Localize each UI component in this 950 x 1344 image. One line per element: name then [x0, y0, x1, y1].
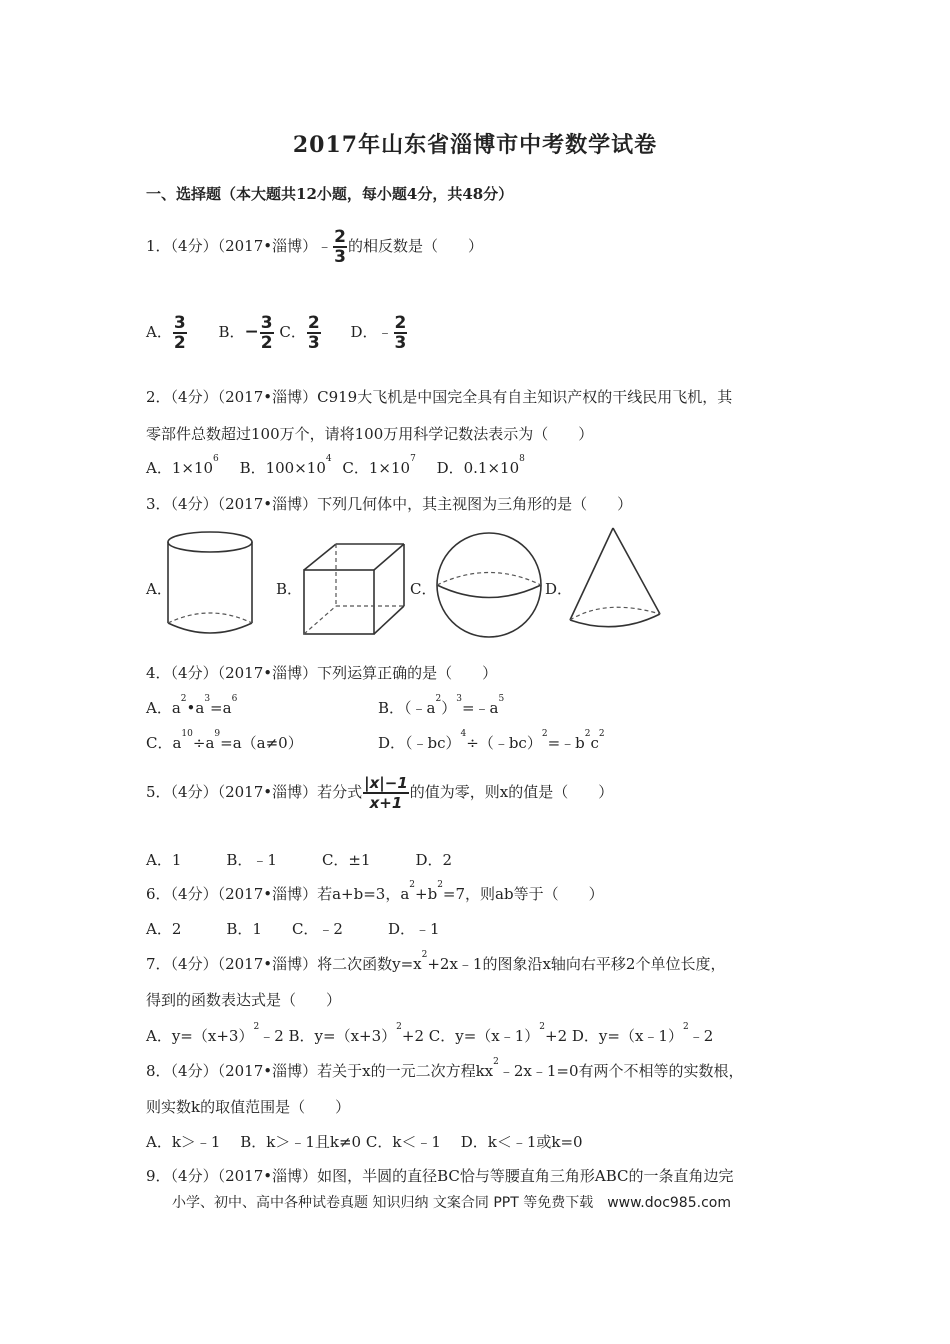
q4-option-b[interactable] — [378, 694, 505, 718]
exponent: 2 — [682, 1022, 689, 1032]
q9-line-1: 9．（4分）（2017•淄博）如图，半圆的直径BC恰与等腰直角三角形ABC的一条直角边完 — [146, 1167, 734, 1185]
frac-num: 2 — [394, 313, 407, 333]
t: A．a — [146, 699, 181, 717]
option-text: C．1×10 — [342, 459, 411, 477]
exponent: 6 — [213, 454, 219, 464]
q1-option-b[interactable] — [218, 313, 274, 353]
q2-option-a[interactable] — [146, 454, 219, 477]
q5-prefix: 5．（4分）（2017•淄博）若分式 — [146, 783, 363, 801]
t: +2 C．y=（x﹣1） — [401, 1027, 540, 1045]
exponent: 3 — [204, 694, 211, 704]
exponent: 4 — [460, 729, 467, 739]
option-label: A． — [146, 323, 172, 341]
exponent: 2 — [421, 950, 428, 960]
t: =﹣b — [547, 734, 585, 752]
t: =﹣a — [461, 699, 499, 717]
q4-option-a[interactable] — [146, 694, 238, 718]
q4-option-d[interactable] — [378, 729, 605, 753]
t: ﹣2 B．y=（x+3） — [259, 1027, 397, 1045]
q5-fraction — [363, 774, 409, 812]
option-label: C． — [279, 323, 306, 341]
exponent: 2 — [435, 694, 442, 704]
exponent: 4 — [325, 454, 332, 464]
cylinder-figure — [165, 528, 259, 640]
q2-option-c[interactable] — [342, 454, 416, 477]
q4-text: 4．（4分）（2017•淄博）下列运算正确的是（ ） — [146, 664, 498, 682]
q8-line-2: 则实数k的取值范围是（ ） — [146, 1098, 351, 1116]
exponent: 2 — [180, 694, 187, 704]
q1-a-fraction — [173, 314, 187, 352]
exponent: 7 — [410, 454, 416, 464]
t: c — [590, 734, 599, 752]
q3-label-d[interactable]: D． — [545, 580, 573, 598]
page-title: 2017年山东省淄博市中考数学试卷 — [292, 132, 658, 158]
t: C．a — [146, 734, 182, 752]
exponent: 2 — [541, 729, 548, 739]
t: ÷（﹣bc） — [466, 734, 542, 752]
frac-den: 3 — [307, 333, 320, 353]
t: •a — [186, 699, 205, 717]
q1-fraction — [333, 228, 347, 266]
option-text: A．1×10 — [146, 459, 214, 477]
minus-sign: ﹣ — [377, 323, 393, 341]
t: B．（﹣a — [378, 699, 436, 717]
q1-frac-den: 3 — [334, 247, 346, 267]
option-label: B． — [218, 323, 245, 341]
sphere-figure — [434, 530, 544, 640]
frac-den: 2 — [173, 333, 186, 353]
q6-options[interactable]: A．2 B．1 C．﹣2 D．﹣1 — [146, 920, 440, 938]
q7-options[interactable] — [146, 1022, 714, 1046]
q8-options[interactable]: A．k＞﹣1 B．k＞﹣1且k≠0 C．k＜﹣1 D．k＜﹣1或k=0 — [146, 1133, 583, 1151]
section-heading: 一、选择题（本大题共12小题，每小题4分，共48分） — [146, 185, 514, 203]
q3-label-c[interactable]: C． — [410, 580, 437, 598]
exponent: 9 — [214, 729, 221, 739]
q1-suffix: 的相反数是（ ） — [347, 237, 483, 255]
t: +2x﹣1的图象沿x轴向右平移2个单位长度， — [427, 955, 726, 973]
option-text: D．0.1×10 — [436, 459, 520, 477]
q4-option-c[interactable] — [146, 729, 303, 753]
exponent: 2 — [409, 880, 416, 890]
q1-d-fraction — [394, 314, 408, 352]
exponent: 2 — [253, 1022, 260, 1032]
frac-den: 2 — [260, 333, 273, 353]
t: +2 D．y=（x﹣1） — [545, 1027, 683, 1045]
frac-num: 3 — [260, 313, 273, 333]
t: ÷a — [192, 734, 215, 752]
exponent: 2 — [539, 1022, 546, 1032]
exponent: 10 — [181, 729, 193, 739]
q1-option-c[interactable] — [279, 313, 321, 353]
exponent: 2 — [493, 1057, 499, 1067]
q6-text — [146, 880, 604, 904]
t: D．（﹣bc） — [378, 734, 461, 752]
q5-options[interactable]: A．1 B．﹣1 C．±1 D．2 — [146, 851, 453, 869]
q2-line-2: 零部件总数超过100万个，请将100万用科学记数法表示为（ ） — [146, 425, 594, 443]
t: =7，则ab等于（ ） — [442, 885, 604, 903]
cone-figure — [566, 524, 666, 634]
exponent: 2 — [396, 1022, 402, 1032]
t: 8．（4分）（2017•淄博）若关于x的一元二次方程kx — [146, 1062, 494, 1080]
t: 7．（4分）（2017•淄博）将二次函数y=x — [146, 955, 422, 973]
frac-num: 2 — [307, 313, 320, 333]
q2-options — [146, 454, 525, 478]
exponent: 2 — [598, 729, 605, 739]
q1-option-d[interactable] — [350, 313, 408, 353]
exponent: 5 — [498, 694, 505, 704]
option-label: D． — [350, 323, 378, 341]
q7-line-2: 得到的函数表达式是（ ） — [146, 991, 342, 1009]
q1-prefix: 1．（4分）（2017•淄博） — [146, 237, 318, 255]
q5-frac-num: |x|−1 — [364, 774, 408, 792]
footer-ad[interactable]: 小学、初中、高中各种试卷真题 知识归纳 文案合同 PPT 等免费下载 www.doc985.com — [172, 1195, 731, 1211]
q1-b-fraction — [260, 314, 274, 352]
t: A．y=（x+3） — [146, 1027, 254, 1045]
q1-c-fraction — [307, 314, 321, 352]
q7-line-1 — [146, 950, 726, 974]
q5-suffix: 的值为零，则x的值是（ ） — [409, 783, 614, 801]
frac-num: 3 — [173, 313, 186, 333]
cube-figure — [298, 540, 410, 640]
t: =a — [210, 699, 232, 717]
exponent: 2 — [437, 880, 443, 890]
q8-line-1 — [146, 1057, 744, 1081]
q1-frac-num: 2 — [334, 227, 346, 247]
t: ﹣2x﹣1=0有两个不相等的实数根， — [498, 1062, 744, 1080]
t: =a（a≠0） — [220, 734, 303, 752]
question-5 — [146, 774, 613, 812]
t: +b — [415, 885, 438, 903]
minus-sign: − — [244, 322, 259, 342]
exponent: 3 — [456, 694, 462, 704]
q5-frac-den: x+1 — [369, 794, 403, 812]
q1-options — [146, 314, 408, 352]
q2-option-b[interactable] — [239, 454, 332, 477]
q1-option-a[interactable] — [146, 313, 188, 353]
q3-text: 3．（4分）（2017•淄博）下列几何体中，其主视图为三角形的是（ ） — [146, 495, 633, 513]
frac-den: 3 — [394, 333, 407, 353]
q3-label-b[interactable]: B． — [276, 580, 303, 598]
t: ﹣2 — [688, 1027, 714, 1045]
q2-option-d[interactable] — [436, 454, 525, 477]
exponent: 2 — [584, 729, 591, 739]
q2-line-1: 2．（4分）（2017•淄博）C919大飞机是中国完全具有自主知识产权的干线民用飞机，其 — [146, 388, 733, 406]
exponent: 8 — [519, 454, 525, 464]
option-text: B．100×10 — [239, 459, 326, 477]
question-1 — [146, 228, 483, 266]
t: ） — [441, 699, 457, 717]
exponent: 6 — [231, 694, 238, 704]
t: 6．（4分）（2017•淄博）若a+b=3，a — [146, 885, 410, 903]
q3-label-a[interactable]: A． — [146, 580, 172, 598]
q1-minus: ﹣ — [317, 237, 333, 255]
